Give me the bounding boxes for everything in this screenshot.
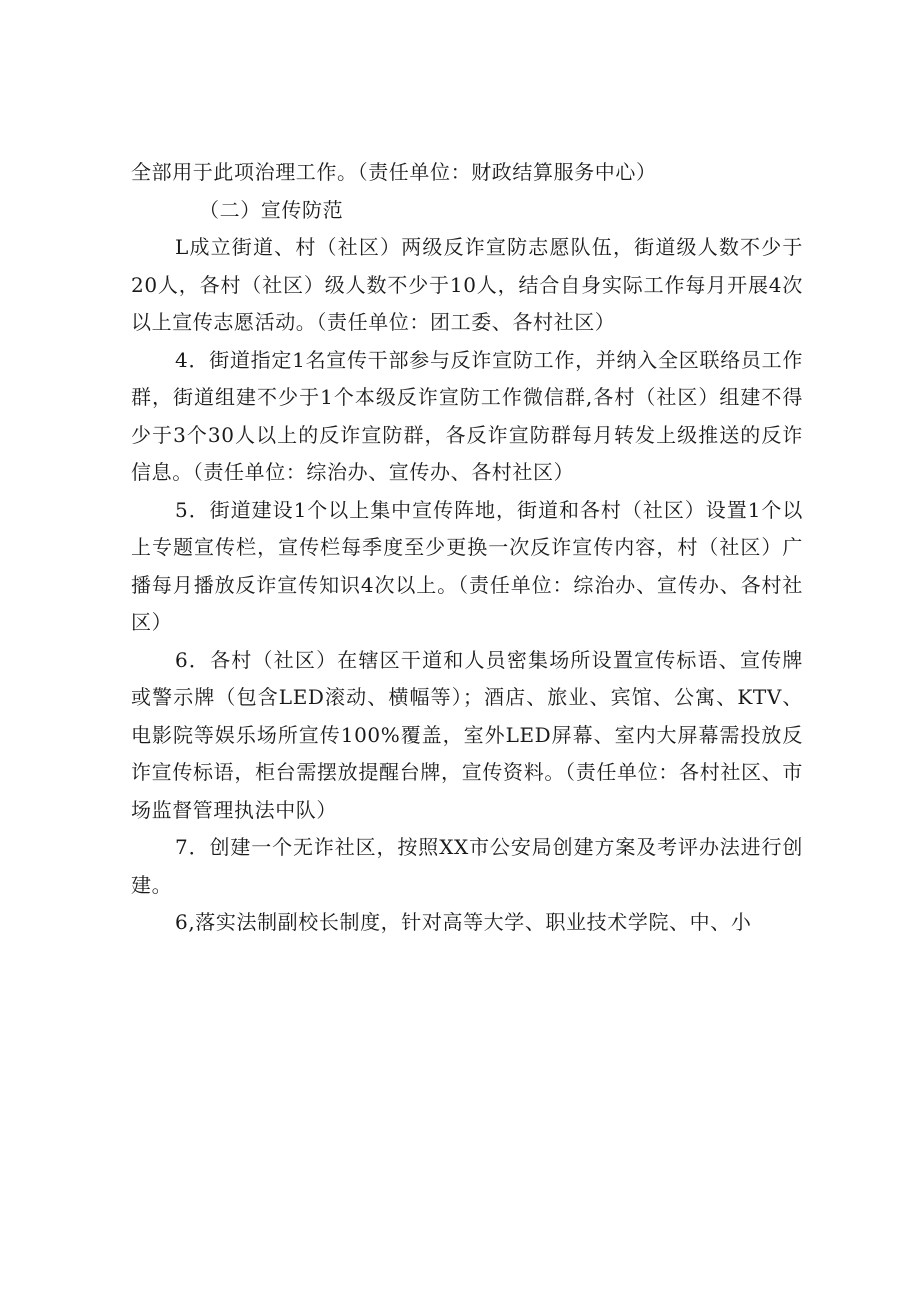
paragraph-item-volunteer-team: L成立街道、村（社区）两级反诈宣防志愿队伍，街道级人数不少于20人，各村（社区）级人数不少于10人，结合自身实际工作每月开展4次以上宣传志愿活动。（责任单位：团工委、各村社区）	[131, 235, 803, 334]
section-heading-publicity: （二）宣传防范	[199, 197, 344, 222]
paragraph-item-5: 5．街道建设1个以上集中宣传阵地，街道和各村（社区）设置1个以上专题宣传栏，宣传栏每季度至少更换一次反诈宣传内容，村（社区）广播每月播放反诈宣传知识4次以上。（责任单位：综治办、宣传办、各村社区）	[131, 497, 803, 634]
paragraph-item-legal-vice-principal: 6,落实法制副校长制度，针对高等大学、职业技术学院、中、小	[175, 910, 752, 934]
document-body	[131, 154, 803, 942]
paragraph-item-7: 7．创建一个无诈社区，按照XX市公安局创建方案及考评办法进行创建。	[131, 835, 803, 897]
paragraph-funding-continuation: 全部用于此项治理工作。（责任单位：财政结算服务中心）	[131, 160, 657, 184]
paragraph-item-6: 6．各村（社区）在辖区干道和人员密集场所设置宣传标语、宣传牌或警示牌（包含LED滚动、横幅等）；酒店、旅业、宾馆、公寓、KTV、电影院等娱乐场所宣传100%覆盖，室外LED屏幕、室内大屏幕需投放反诈宣传标语，柜台需摆放提醒台牌，宣传资料。（责任单位：各村社区、市场监督管理执法中队）	[131, 647, 803, 822]
paragraph-item-4: 4．街道指定1名宣传干部参与反诈宣防工作，并纳入全区联络员工作群，街道组建不少于1个本级反诈宣防工作微信群,各村（社区）组建不得少于3个30人以上的反诈宣防群，各反诈宣防群每月转发上级推送的反诈信息。（责任单位：综治办、宣传办、各村社区）	[131, 347, 803, 484]
